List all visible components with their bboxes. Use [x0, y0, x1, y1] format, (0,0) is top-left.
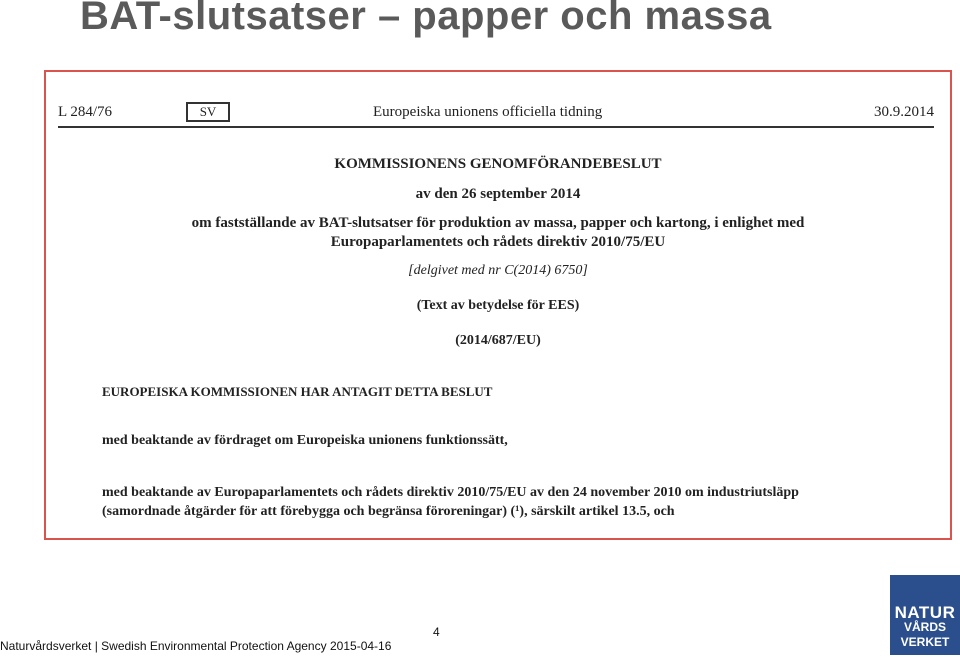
journal-reference: L 284/76	[58, 104, 113, 120]
decision-heading: KOMMISSIONENS GENOMFÖRANDEBESLUT	[334, 156, 662, 172]
recital-1: med beaktande av fördraget om Europeiska unionens funktionssätt,	[102, 433, 508, 448]
recital-2-line-1: med beaktande av Europaparlamentets och rådets direktiv 2010/75/EU av den 24 november 2010 om industriutsläpp	[102, 485, 799, 500]
journal-name: Europeiska unionens officiella tidning	[373, 104, 603, 120]
decision-subject-line-2: Europaparlamentets och rådets direktiv 2010/75/EU	[330, 234, 666, 250]
decision-subject-line-1: om fastställande av BAT-slutsatser för produktion av massa, papper och kartong, i enlighet med	[191, 215, 805, 231]
decision-number: (2014/687/EU)	[455, 333, 541, 348]
logo-line-1: NATUR	[894, 603, 956, 622]
journal-header	[58, 102, 934, 128]
footer-organization: Naturvårdsverket | Swedish Environmental Protection Agency	[0, 639, 327, 653]
page-number: 4	[433, 625, 440, 639]
eea-relevance: (Text av betydelse för EES)	[416, 298, 580, 313]
adoption-statement: EUROPEISKA KOMMISSIONEN HAR ANTAGIT DETTA BESLUT	[102, 384, 493, 399]
notified-number: [delgivet med nr C(2014) 6750]	[408, 263, 588, 278]
slide-title: BAT-slutsatser – papper och massa	[80, 0, 772, 38]
logo-line-2: VÅRDS	[903, 620, 946, 634]
document-excerpt	[44, 70, 952, 540]
recital-2-line-2: (samordnade åtgärder för att förebygga och begränsa föroreningar) (¹), särskilt artikel 13.5, och	[102, 504, 675, 519]
footer-date: 2015-04-16	[330, 639, 392, 653]
naturvardsverket-logo	[890, 575, 960, 655]
language-badge: SV	[186, 102, 230, 122]
logo-line-3: VERKET	[900, 635, 950, 649]
decision-date: av den 26 september 2014	[415, 186, 581, 202]
journal-date: 30.9.2014	[874, 104, 934, 120]
